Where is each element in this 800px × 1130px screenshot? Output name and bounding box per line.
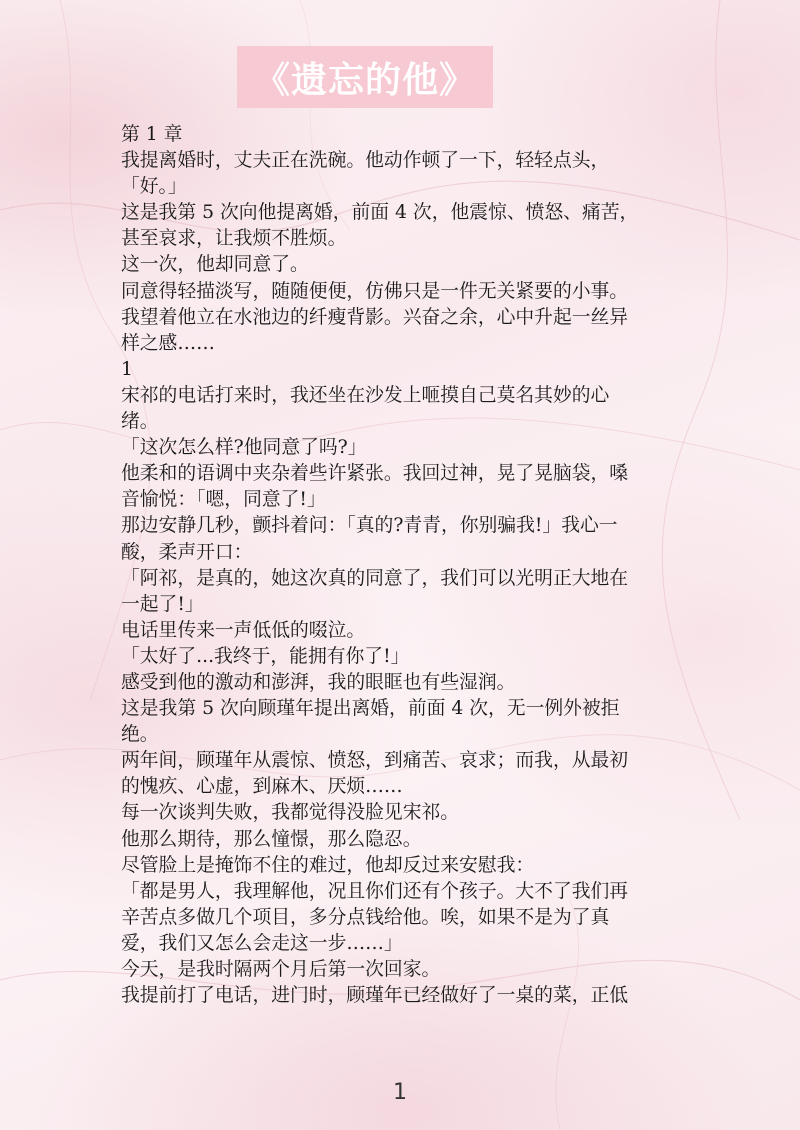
text-line: 这一次，他却同意了。: [121, 254, 309, 276]
text-line: 每一次谈判失败，我都觉得没脸见宋祁。: [121, 802, 460, 824]
text-line: 他那么期待，那么憧憬，那么隐忍。: [121, 828, 422, 850]
body-text: [121, 122, 687, 1009]
text-line: 爱，我们又怎么会走这一步……」: [121, 932, 403, 954]
text-line: 今天，是我时隔两个月后第一次回家。: [121, 959, 441, 980]
text-line: 「好。」: [121, 176, 187, 198]
text-line: 我提前打了电话，进门时，顾瑾年已经做好了一桌的菜，正低: [121, 985, 629, 1007]
chapter-heading: 第 1 章: [121, 124, 183, 145]
text-line: 「这次怎么样?他同意了吗?」: [121, 437, 367, 459]
text-line: 同意得轻描淡写，随随便便，仿佛只是一件无关紧要的小事。: [121, 280, 629, 302]
text-line: 电话里传来一声低低的啜泣。: [121, 619, 366, 641]
document-title: 《遗忘的他》: [253, 59, 476, 101]
text-line: 绝。: [121, 724, 159, 746]
text-line: 那边安静几秒，颤抖着问：「真的?青青，你别骗我!」我心一: [121, 515, 618, 537]
text-line: 我望着他立在水池边的纤瘦背影。兴奋之余，心中升起一丝异: [121, 306, 629, 328]
title-banner: [237, 46, 493, 108]
text-line: 感受到他的激动和澎湃，我的眼眶也有些湿润。: [121, 671, 516, 693]
text-line: 酸，柔声开口：: [121, 541, 253, 563]
text-line: 辛苦点多做几个项目，多分点钱给他。唉，如果不是为了真: [121, 906, 610, 928]
page-number: 1: [393, 1080, 407, 1105]
text-line: 两年间，顾瑾年从震惊、愤怒，到痛苦、哀求；而我，从最初: [121, 750, 629, 772]
text-line: 这是我第 5 次向他提离婚，前面 4 次，他震惊、愤怒、痛苦，: [121, 202, 639, 224]
text-line: 我提离婚时，丈夫正在洗碗。他动作顿了一下，轻轻点头，: [121, 150, 610, 172]
text-line: 绪。: [121, 411, 159, 433]
text-line: 他柔和的语调中夹杂着些许紧张。我回过神，晃了晃脑袋，嗓: [121, 463, 629, 485]
text-line: 的愧疚、心虚，到麻木、厌烦……: [121, 776, 403, 798]
section-number: 1: [121, 358, 133, 380]
text-line: 音愉悦：「嗯，同意了!」: [121, 489, 326, 511]
text-line: 宋祁的电话打来时，我还坐在沙发上咂摸自己莫名其妙的心: [121, 384, 610, 406]
text-line: 「都是男人，我理解他，况且你们还有个孩子。大不了我们再: [121, 880, 629, 902]
text-line: 一起了!」: [121, 593, 204, 615]
text-line: 甚至哀求，让我烦不胜烦。: [121, 228, 347, 250]
text-line: 这是我第 5 次向顾瑾年提出离婚，前面 4 次，无一例外被拒: [121, 698, 620, 720]
text-line: 「阿祁，是真的，她这次真的同意了，我们可以光明正大地在: [121, 567, 629, 589]
text-line: 尽管脸上是掩饰不住的难过，他却反过来安慰我：: [121, 854, 535, 876]
text-line: 「太好了...我终于，能拥有你了!」: [121, 645, 410, 667]
text-line: 样之感……: [121, 332, 215, 354]
